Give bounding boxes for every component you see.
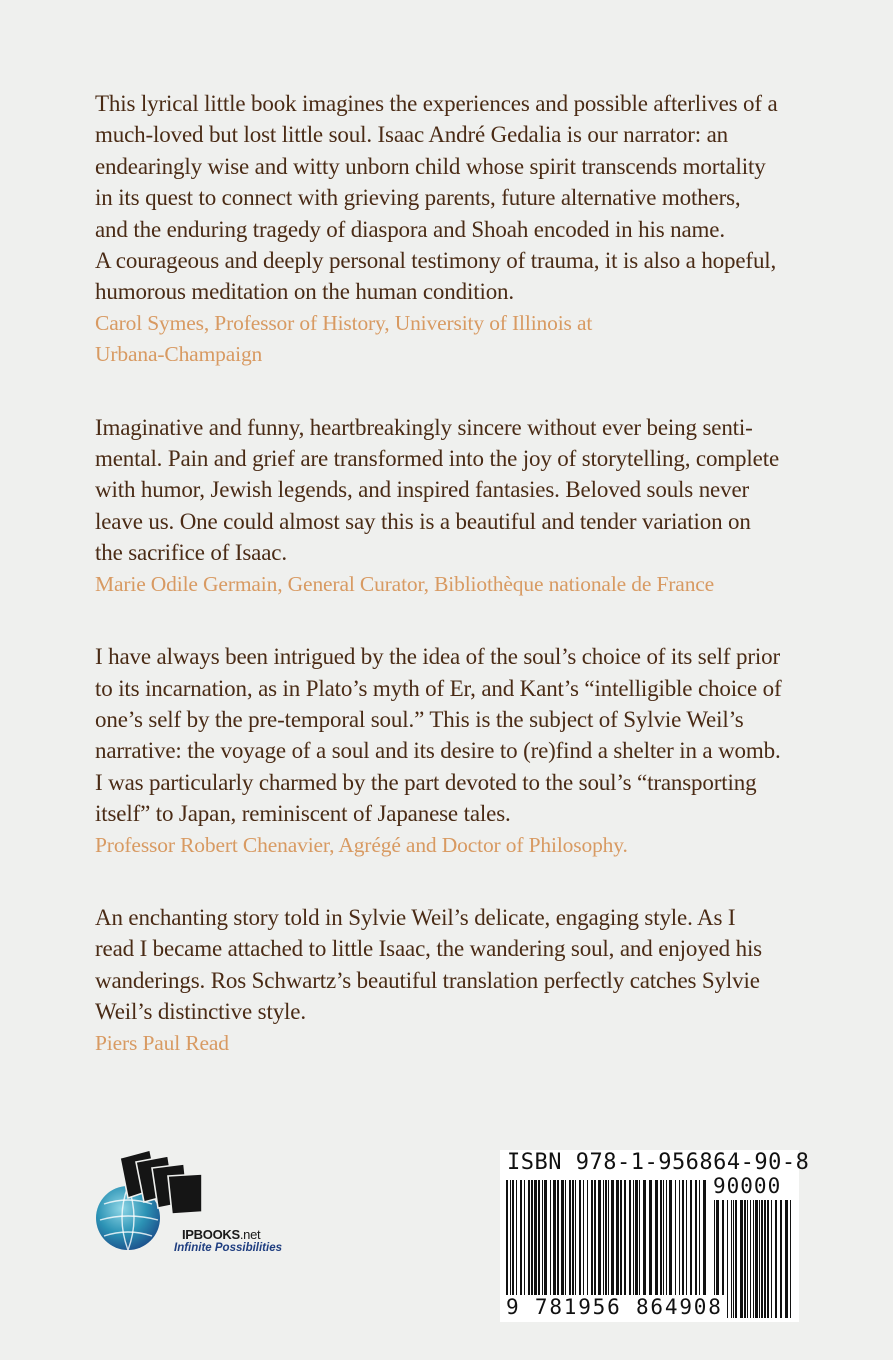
blurb-attribution: Marie Odile Germain, General Curator, Bibliothèque nationale de France <box>95 571 715 596</box>
publisher-brand: IPBOOKS <box>182 1227 240 1242</box>
barcode-bar <box>598 1180 601 1296</box>
barcode-addon-bar <box>733 1200 734 1318</box>
barcode-bar <box>524 1180 525 1296</box>
barcode-bar <box>660 1180 662 1296</box>
barcode-digits: 9 781956 864908 <box>506 1295 723 1319</box>
barcode-bar <box>690 1180 692 1296</box>
barcode-addon-bar <box>727 1200 728 1318</box>
barcode-addon-bar <box>740 1200 743 1318</box>
barcode-bar <box>550 1180 551 1296</box>
barcode-addon-bar <box>755 1200 758 1318</box>
blurb-line: with humor, Jewish legends, and inspired fantasies. Beloved souls never <box>95 477 750 503</box>
barcode-bar <box>635 1180 638 1296</box>
barcode-bar <box>579 1180 581 1296</box>
barcode-bar <box>538 1180 540 1296</box>
isbn-barcode <box>500 1150 810 1322</box>
barcode-addon-bar <box>771 1200 772 1318</box>
blurb-line: This lyrical little book imagines the experiences and possible afterlives of a <box>95 91 778 116</box>
blurb-line: I was particularly charmed by the part devoted to the soul’s “transporting <box>95 769 757 795</box>
barcode-bar <box>669 1180 672 1296</box>
barcode-addon-bar <box>747 1200 748 1318</box>
barcode-bar <box>605 1180 607 1304</box>
barcode-addon-bar <box>775 1200 777 1318</box>
barcode-bar <box>686 1180 687 1296</box>
barcode-bar <box>703 1180 706 1304</box>
blurb-line: in its quest to connect with grieving parents, future alternative mothers, <box>95 185 741 211</box>
blurb-line: one’s self by the pre-temporal soul.” This is the subject of Sylvie Weil’s <box>95 706 744 732</box>
blurb-line: mental. Pain and grief are transformed into the joy of storytelling, complete <box>95 446 779 472</box>
barcode-bar <box>510 1180 511 1296</box>
barcode-bar <box>544 1180 547 1296</box>
barcode-bar <box>611 1180 614 1296</box>
blurb-line: to its incarnation, as in Plato’s myth of Er, and Kant’s “intelligible choice of <box>95 675 782 701</box>
barcode-bar <box>624 1180 626 1296</box>
blurb-line: A courageous and deeply personal testimony of trauma, it is also a hopeful, <box>95 248 777 274</box>
barcode-bar <box>506 1180 508 1304</box>
barcode-bar <box>587 1180 588 1296</box>
barcode-addon-bar <box>731 1200 732 1318</box>
blurb-line: read I became attached to little Isaac, the wandering soul, and enjoyed his <box>95 936 762 962</box>
publisher-tagline: Infinite Possibilities <box>174 1242 282 1254</box>
barcode-addon-bar <box>785 1200 788 1318</box>
barcode-bar <box>608 1180 609 1296</box>
barcode-bar <box>675 1180 676 1296</box>
barcode-bar <box>616 1180 619 1296</box>
barcode-addon-bar <box>750 1200 751 1318</box>
blurb-chenavier <box>95 641 795 861</box>
barcode-addon-bar <box>753 1200 754 1318</box>
barcode-bar <box>516 1180 517 1296</box>
barcode-bar <box>695 1180 697 1296</box>
barcode-bar <box>575 1180 576 1296</box>
blurb-read <box>95 902 795 1059</box>
barcode-bar <box>655 1180 658 1296</box>
barcode-addon-bar <box>767 1200 769 1318</box>
barcode-bar <box>699 1180 700 1296</box>
publisher-name <box>182 1227 260 1242</box>
barcode-bar <box>649 1180 652 1296</box>
barcode-bar <box>603 1180 604 1304</box>
barcode-bar <box>620 1180 622 1296</box>
publisher-domain: .net <box>239 1227 261 1242</box>
barcode-bar <box>663 1180 664 1296</box>
barcode-bar <box>528 1180 530 1296</box>
barcode-bar <box>583 1180 584 1296</box>
barcode-bar <box>561 1180 564 1296</box>
isbn-label: ISBN 978-1-956864-90-8 <box>507 1150 810 1175</box>
blurb-line: Weil’s distinctive style. <box>95 999 306 1025</box>
barcode-bar <box>679 1180 680 1296</box>
blurb-line: narrative: the voyage of a soul and its desire to (re)find a shelter in a womb. <box>95 738 781 764</box>
blurb-line: wanderings. Ros Schwartz’s beautiful translation perfectly catches Sylvie <box>95 967 760 993</box>
barcode-bar <box>542 1180 543 1296</box>
blurb-line: much-loved but lost little soul. Isaac André Gedalia is our narrator: an <box>95 122 729 148</box>
blurb-attribution: Professor Robert Chenavier, Agrégé and Doctor of Philosophy. <box>95 832 628 857</box>
barcode-bar <box>572 1180 574 1296</box>
barcode-bar <box>594 1180 596 1296</box>
barcode-bar <box>512 1180 514 1296</box>
barcode-addon-bar <box>744 1200 746 1318</box>
barcode-bar <box>531 1180 533 1296</box>
barcode-bar <box>666 1180 667 1296</box>
blurb-line: leave us. One could almost say this is a beautiful and tender variation on <box>95 508 751 534</box>
blurb-line: itself” to Japan, reminiscent of Japanese tales. <box>95 801 511 827</box>
price-code: 90000 <box>713 1174 782 1198</box>
barcode-bar <box>591 1180 593 1296</box>
blurb-symes <box>95 88 795 371</box>
barcode-bar <box>565 1180 566 1296</box>
barcode-addon-bar <box>780 1200 782 1318</box>
barcode-addon-bar <box>761 1200 763 1318</box>
barcode-addon-bar <box>790 1200 791 1318</box>
barcode-bar <box>639 1180 640 1296</box>
blurb-line: the sacrifice of Isaac. <box>95 540 287 566</box>
blurb-germain <box>95 412 795 600</box>
barcode-addon-bar <box>759 1200 760 1318</box>
barcode-addon-bar <box>735 1200 737 1318</box>
blurb-line: An enchanting story told in Sylvie Weil’s delicate, engaging style. As I <box>95 904 736 930</box>
barcode-bar <box>553 1180 556 1296</box>
barcode-addon-bar <box>764 1200 766 1318</box>
blurb-line: and the enduring tragedy of diaspora and Shoah encoded in his name. <box>95 216 725 242</box>
blurb-attribution: Carol Symes, Professor of History, University of Illinois at <box>95 310 593 335</box>
barcode-bar <box>633 1180 634 1296</box>
blurb-line: endearingly wise and witty unborn child whose spirit transcends mortality <box>95 153 766 179</box>
barcode-bar <box>643 1180 646 1296</box>
blurb-attribution: Piers Paul Read <box>95 1030 229 1055</box>
barcode-bar <box>629 1180 631 1296</box>
barcode-bar <box>520 1180 522 1296</box>
blurb-line: Imaginative and funny, heartbreakingly sincere without ever being senti- <box>95 414 753 440</box>
blurb-line: I have always been intrigued by the idea of the soul’s choice of its self prior <box>95 644 780 670</box>
blurb-attribution: Urbana-Champaign <box>95 342 263 367</box>
barcode-bar <box>569 1180 571 1296</box>
blurb-line: humorous meditation on the human condition. <box>95 279 514 305</box>
blurbs <box>95 88 795 1100</box>
barcode-bar <box>682 1180 684 1296</box>
barcode-bar <box>534 1180 537 1296</box>
barcode-bar <box>557 1180 559 1296</box>
